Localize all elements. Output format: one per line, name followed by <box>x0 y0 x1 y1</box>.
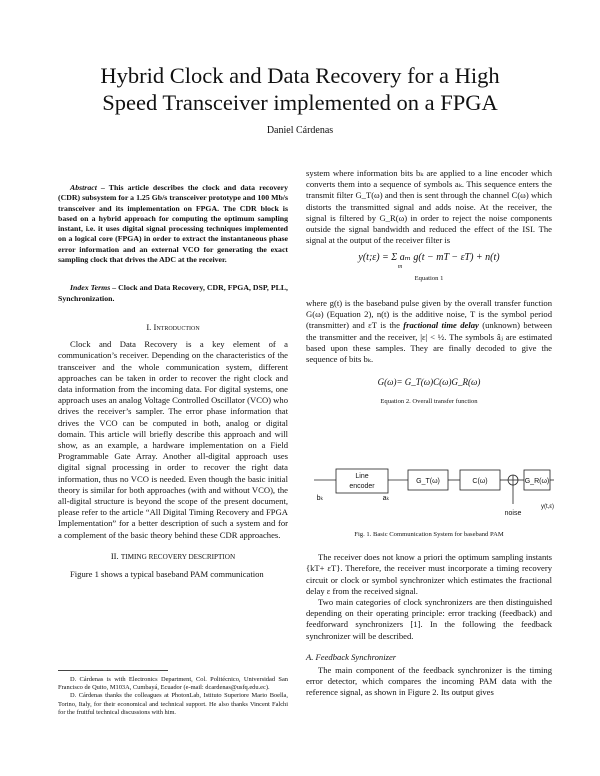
gt-label: G_T(ω) <box>416 478 440 485</box>
left-column <box>58 183 288 580</box>
channel-label: C(ω) <box>472 478 488 485</box>
abstract <box>58 183 288 265</box>
footnote-2: D. Cárdenas thanks the colleagues at PhotonLab, Istituto Superiore Mario Boella, Torino, Italy, for their economical and technical support. He also thanks Vincent Falchi for the fruitful technical discussions with him. <box>58 692 288 716</box>
abstract-label: Abstract – <box>70 183 105 192</box>
right-column-top <box>306 168 552 408</box>
index-terms-text: Clock and Data Recovery, CDR, FPGA, DSP, PLL, Synchronization. <box>58 283 288 303</box>
index-terms <box>58 283 288 304</box>
footnote-1: D. Cárdenas is with Electronics Department, Col. Politécnico, Universidad San Francisco de Quito, M103A, Cumbayá, Ecuador (e-mail: dcardenas@usfq.edu.ec). <box>58 676 288 692</box>
equation-1-sum-index: m <box>397 263 403 270</box>
section-2-paragraph: Figure 1 shows a typical baseband PAM communication <box>70 569 264 580</box>
intro-paragraph: Clock and Data Recovery is a key element of a communication’s receiver. Depending on the characteristics of the transceiver and the whole communication system, different approaches can be taken in order to recover the right clock and data information from the incoming data. For digital systems, one approach uses an analog Voltage Controlled Oscillator (VCO) who drives the receiver’s sampler. The error phase information that drives the VCO can be computed in both, analog or digital domain. This article will briefly describe this approach and will show, as an example, a hardware implementation on a Field Programmable Gate Array. Another all-digital approach uses digital signal processing in order to recover the right data information, thus no VCO is needed. Even though the basic initial theory is similar for both approaches (with and without VCO), the all-digital structure is beyond the scope of the present document, please refer to the article “All Digital Timing Recovery and FPGA Implementation” for a better description of such a system and for a complement of the basic theory behind these CDR approaches. <box>58 339 288 540</box>
right-paragraph-1: system where information bits bₖ are applied to a line encoder which converts them into a sequence of symbols aₖ. This sequence enters the transmit filter G_T(ω) and then is sent through the channel C(ω) which distorts the transmitted signal and adds noise. At the receiver, the signal is filtered by G_R(ω) in order to reject the noise components outside the signal bandwidth and reduced the effect of the ISI. The signal at the output of the receiver filter is <box>306 168 552 246</box>
right-paragraph-2 <box>306 298 552 365</box>
line-encoder-label-1: Line <box>355 473 369 480</box>
title-line-2: Speed Transceiver implemented on a FPGA <box>102 90 498 115</box>
output-y-label: y(t,ε) <box>540 504 554 510</box>
fractional-time-delay-term: fractional time delay <box>403 320 479 331</box>
subsection-a-heading: A. Feedback Synchronizer <box>306 651 397 662</box>
equation-2-caption: Equation 2. Overall transfer function <box>380 398 478 406</box>
right-paragraph-3: The receiver does not know a priori the optimum sampling instants {kT+ εT}. Therefore, the receiver must incorporate a timing recovery circuit or clock or symbol synchronizer which estimates the fractional delay ε from the received signal. <box>306 552 552 596</box>
figure-1-block-diagram <box>308 464 554 524</box>
abstract-text: This article describes the clock and data recovery (CDR) subsystem for a 1.25 Gb/s transceiver prototype and 100 Mb/s transceiver and its implementation on FPGA. The CDR block is based on a hybrid approach for computing the optimum sampling instant, i.e. it uses digital signal processing techniques implemented on a logical core (FPGA) in order to extract the instantaneous phase error information and an external VCO for generating the exact sampling clock that drives the ADC at the receiver. <box>58 183 288 265</box>
footnote-rule <box>58 670 168 671</box>
section-2-number: II. <box>110 550 119 561</box>
section-1-title: Introduction <box>153 321 200 332</box>
equation-1-expr: y(t;ε) = Σ aₘ g(t − mT − εT) + n(t) <box>358 252 500 264</box>
right-column-bottom <box>306 529 552 699</box>
section-1-number: I. <box>146 321 152 332</box>
right-paragraph-5: The main component of the feedback synchronizer is the timing error detector, which compares the incoming PAM data with the reference signal, as shown in Figure 2. Its output gives <box>306 665 552 698</box>
title-line-1: Hybrid Clock and Data Recovery for a High <box>100 63 500 88</box>
index-terms-label: Index Terms – <box>70 283 117 293</box>
gr-label: G_R(ω) <box>524 478 550 485</box>
figure-1-caption: Fig. 1. Basic Communication System for baseband PAM <box>354 531 504 538</box>
author: Daniel Cárdenas <box>266 125 334 136</box>
equation-1 <box>306 252 552 272</box>
right-paragraph-2-c: (unknown) between the transmitter and the receiver, |ε| < ½. The symbols âⱼ are estimated based upon these samples. They are finally decoded to give the sequence of bits bₖ. <box>306 320 552 365</box>
equation-1-caption: Equation 1 <box>414 274 444 282</box>
footnotes <box>58 676 288 717</box>
section-2-title: TIMING RECOVERY DESCRIPTION <box>120 552 236 561</box>
section-2-heading <box>58 551 288 563</box>
paper-title <box>40 62 560 116</box>
right-paragraph-2-a: where g(t) is the baseband pulse given by the overall transfer function G(ω) (Equation 2), n(t) is the additive noise, T is the symbol period (transmitter) and εT is the <box>306 298 552 331</box>
noise-label: noise <box>504 510 522 517</box>
bk-label: bₖ <box>316 495 324 502</box>
section-1-heading <box>58 322 288 333</box>
right-paragraph-4: Two main categories of clock synchronizers are then distinguished depending on their operating principle: error tracking (feedback) and feedforward synchronizers [1]. In the following the feedback synchronizer will be described. <box>306 597 552 641</box>
ak-label: aₖ <box>382 495 390 502</box>
line-encoder-label-2: encoder <box>349 483 375 490</box>
equation-2: G(ω)= G_T(ω)C(ω)G_R(ω) <box>377 377 481 388</box>
